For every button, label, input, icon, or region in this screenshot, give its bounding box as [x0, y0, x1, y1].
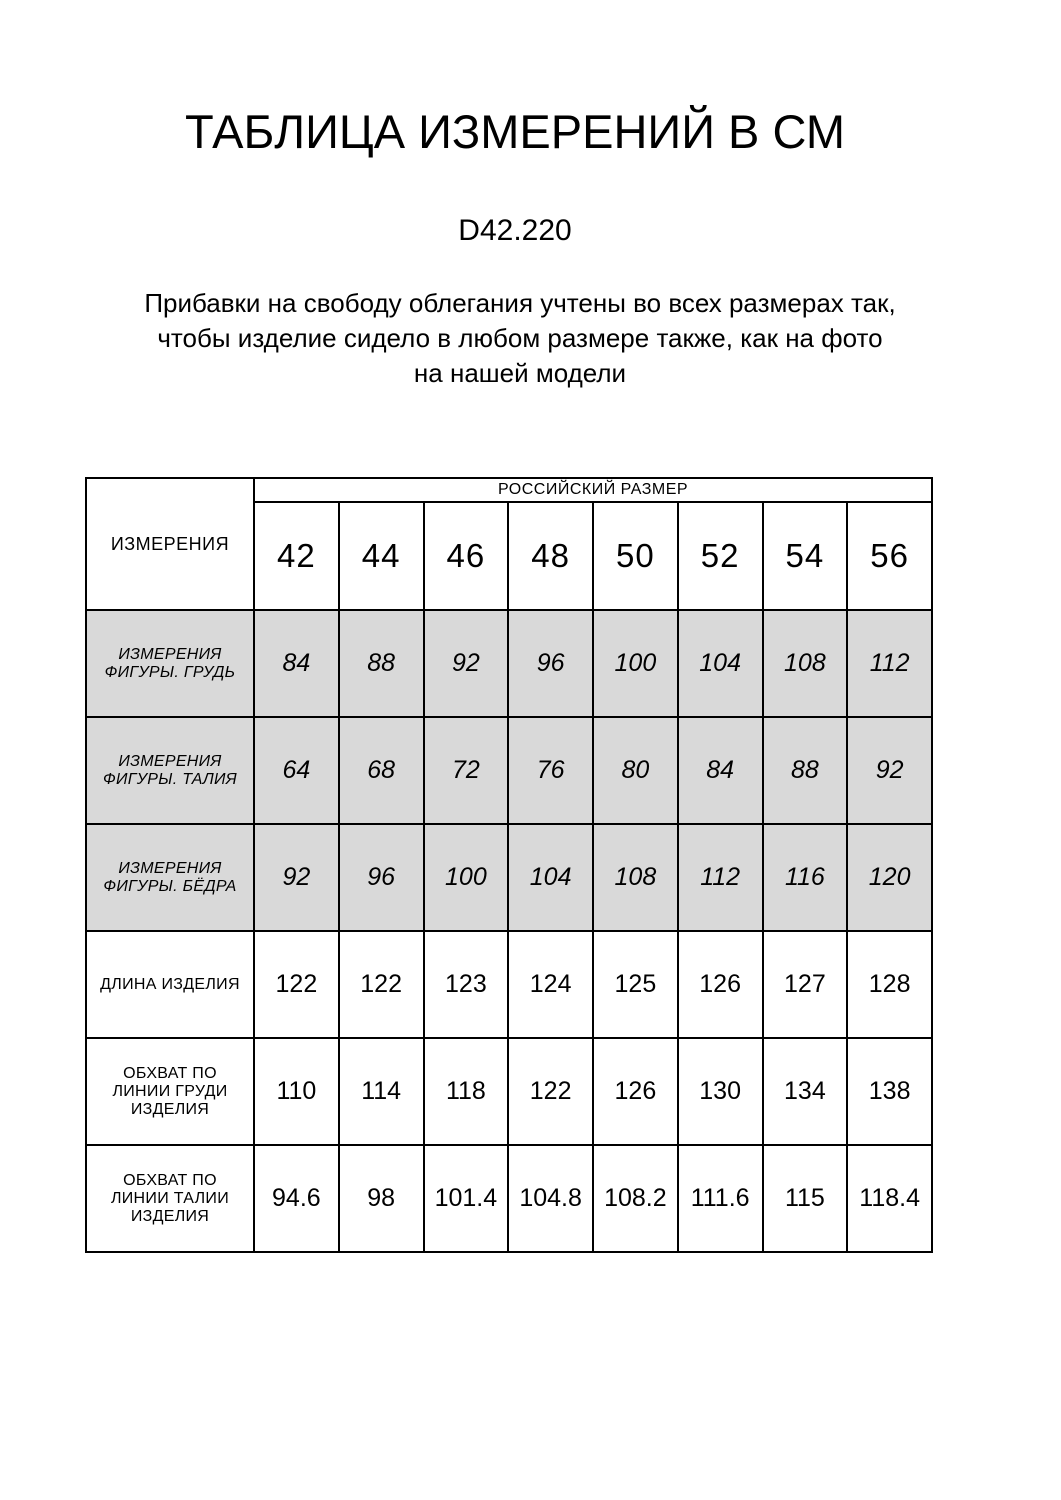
value-cell: 122: [254, 931, 339, 1038]
value-cell: 138: [847, 1038, 932, 1145]
value-cell: 68: [339, 717, 424, 824]
row-label: ДЛИНА ИЗДЕЛИЯ: [86, 931, 254, 1038]
fit-note-line: чтобы изделие сидело в любом размере также, как на фото: [157, 323, 883, 353]
value-cell: 76: [508, 717, 593, 824]
page-title: ТАБЛИЦА ИЗМЕРЕНИЙ В СМ: [184, 105, 846, 158]
measurements-table: [85, 477, 933, 1253]
value-cell: 100: [424, 824, 509, 931]
value-cell: 92: [424, 610, 509, 717]
value-cell: 94.6: [254, 1145, 339, 1252]
value-cell: 124: [508, 931, 593, 1038]
value-cell: 116: [763, 824, 848, 931]
table-row-garment-length: [86, 931, 932, 1038]
table-row-figure-hips: [86, 824, 932, 931]
value-cell: 122: [339, 931, 424, 1038]
value-cell: 115: [763, 1145, 848, 1252]
value-cell: 126: [593, 1038, 678, 1145]
value-cell: 88: [339, 610, 424, 717]
value-cell: 88: [763, 717, 848, 824]
value-cell: 108: [593, 824, 678, 931]
value-cell: 92: [254, 824, 339, 931]
value-cell: 114: [339, 1038, 424, 1145]
model-code: D42.220: [458, 214, 572, 247]
value-cell: 130: [678, 1038, 763, 1145]
value-cell: 96: [339, 824, 424, 931]
value-cell: 108: [763, 610, 848, 717]
value-cell: 72: [424, 717, 509, 824]
value-cell: 84: [678, 717, 763, 824]
value-cell: 104: [678, 610, 763, 717]
value-cell: 118: [424, 1038, 509, 1145]
size-header-cell: 50: [593, 502, 678, 610]
value-cell: 111.6: [678, 1145, 763, 1252]
value-cell: 96: [508, 610, 593, 717]
fit-note-line: Прибавки на свободу облегания учтены во всех размерах так,: [144, 288, 896, 318]
value-cell: 100: [593, 610, 678, 717]
size-header-cell: 46: [424, 502, 509, 610]
value-cell: 128: [847, 931, 932, 1038]
row-label: ИЗМЕРЕНИЯ ФИГУРЫ. БЁДРА: [86, 824, 254, 931]
row-label: ОБХВАТ ПО ЛИНИИ ГРУДИ ИЗДЕЛИЯ: [86, 1038, 254, 1145]
value-cell: 80: [593, 717, 678, 824]
value-cell: 98: [339, 1145, 424, 1252]
value-cell: 120: [847, 824, 932, 931]
fit-note: [0, 286, 1040, 391]
value-cell: 92: [847, 717, 932, 824]
value-cell: 104.8: [508, 1145, 593, 1252]
size-header-cell: 56: [847, 502, 932, 610]
value-cell: 101.4: [424, 1145, 509, 1252]
value-cell: 84: [254, 610, 339, 717]
table-row-garment-waist-girth: [86, 1145, 932, 1252]
value-cell: 125: [593, 931, 678, 1038]
value-cell: 123: [424, 931, 509, 1038]
value-cell: 134: [763, 1038, 848, 1145]
value-cell: 108.2: [593, 1145, 678, 1252]
value-cell: 118.4: [847, 1145, 932, 1252]
value-cell: 112: [678, 824, 763, 931]
size-header-cell: 42: [254, 502, 339, 610]
value-cell: 104: [508, 824, 593, 931]
size-header-cell: 54: [763, 502, 848, 610]
value-cell: 122: [508, 1038, 593, 1145]
value-cell: 110: [254, 1038, 339, 1145]
value-cell: 127: [763, 931, 848, 1038]
row-label: ИЗМЕРЕНИЯ ФИГУРЫ. ГРУДЬ: [86, 610, 254, 717]
value-cell: 64: [254, 717, 339, 824]
value-cell: 112: [847, 610, 932, 717]
size-header-cell: 52: [678, 502, 763, 610]
size-header-cell: 44: [339, 502, 424, 610]
value-cell: 126: [678, 931, 763, 1038]
measurements-corner-label: ИЗМЕРЕНИЯ: [86, 478, 254, 610]
row-label: ИЗМЕРЕНИЯ ФИГУРЫ. ТАЛИЯ: [86, 717, 254, 824]
fit-note-line: на нашей модели: [413, 358, 627, 388]
table-row-figure-waist: [86, 717, 932, 824]
table-row-garment-chest-girth: [86, 1038, 932, 1145]
row-label: ОБХВАТ ПО ЛИНИИ ТАЛИИ ИЗДЕЛИЯ: [86, 1145, 254, 1252]
table-header-row-group: [86, 478, 932, 502]
table-row-figure-chest: [86, 610, 932, 717]
size-header-cell: 48: [508, 502, 593, 610]
russian-size-group-header: РОССИЙСКИЙ РАЗМЕР: [254, 478, 932, 502]
